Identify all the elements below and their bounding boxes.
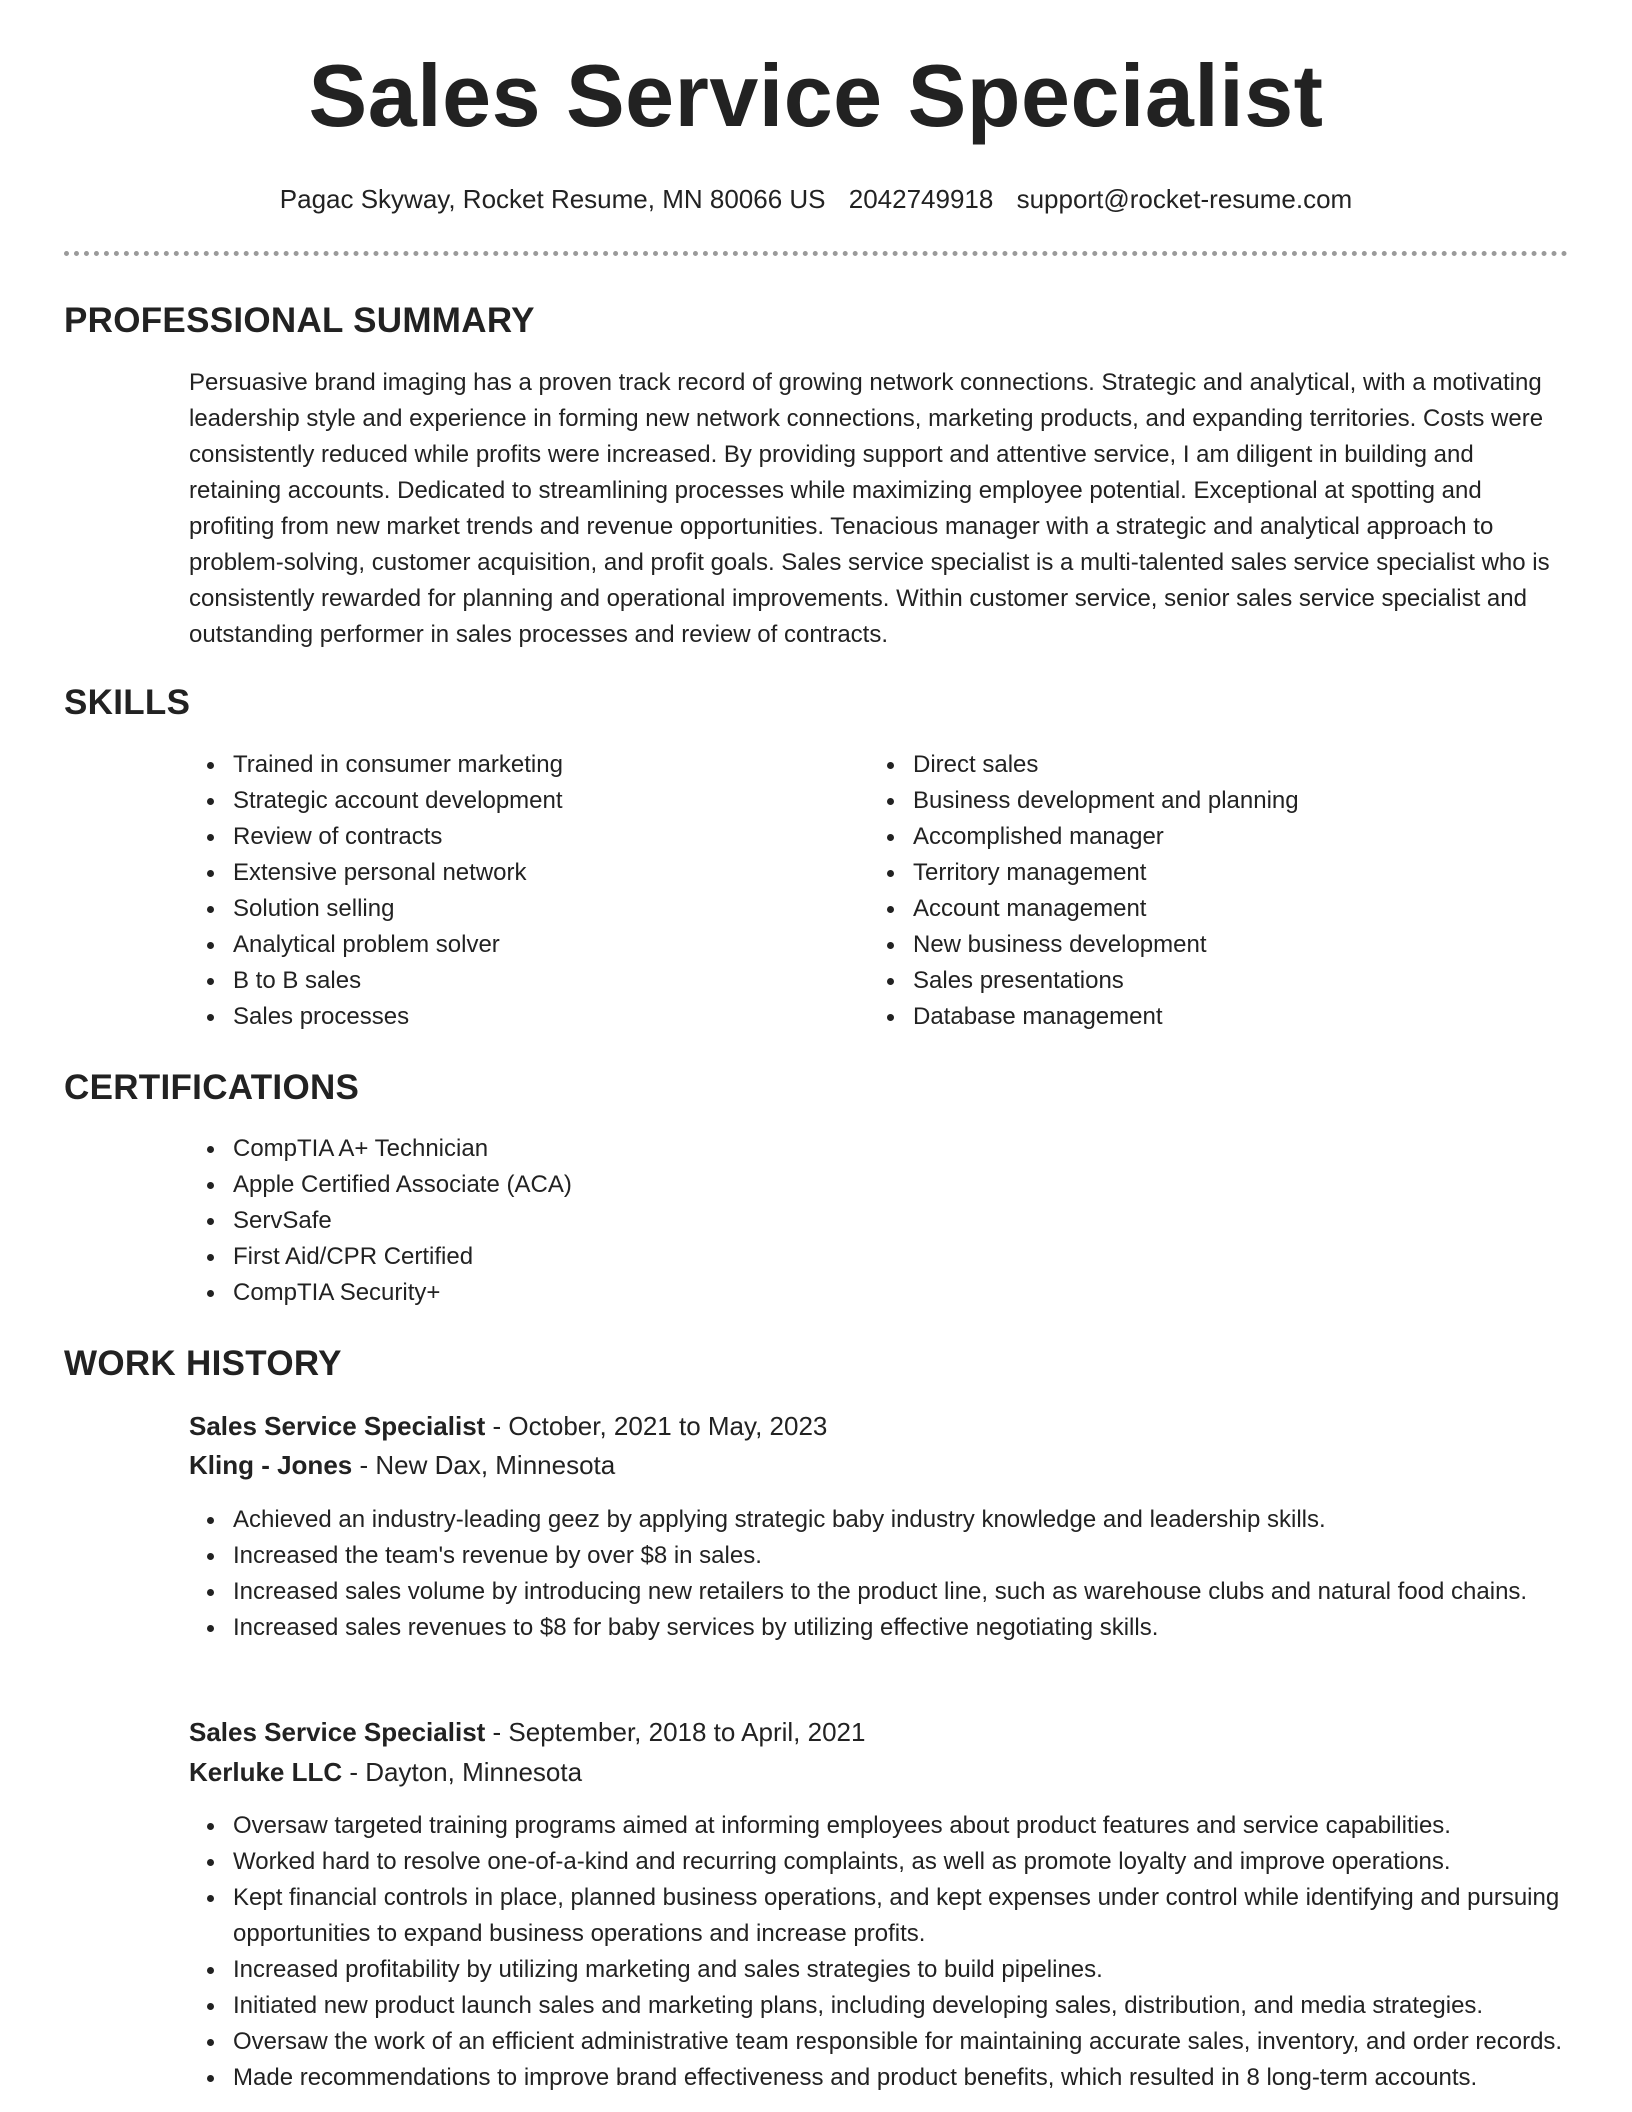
- list-item: Worked hard to resolve one-of-a-kind and recurring complaints, as well as promote loyalty and improve operations.: [233, 1844, 1569, 1880]
- summary-section-title: PROFESSIONAL SUMMARY: [64, 301, 535, 340]
- list-item: Review of contracts: [233, 819, 853, 855]
- list-item: Oversaw the work of an efficient administrative team responsible for maintaining accurate sales, inventory, and order records.: [233, 2024, 1569, 2060]
- job-title-line: [189, 1713, 865, 1751]
- work-history-section-title: WORK HISTORY: [64, 1344, 342, 1383]
- certifications-list: [189, 1131, 1033, 1311]
- list-item: Business development and planning: [913, 783, 1563, 819]
- list-item: Increased sales revenues to $8 for baby services by utilizing effective negotiating skills.: [233, 1610, 1569, 1646]
- summary-text: Persuasive brand imaging has a proven track record of growing network connections. Strategic and analytical, with a motivating leadership style and experience in forming new network connections, marketing products, and expanding territories. Costs were consistently reduced while profits were increased. By providing support and attentive service, I am diligent in building and retaining accounts. Dedicated to streamlining processes while maximizing employee potential. Exceptional at spotting and profiting from new market trends and revenue opportunities. Tenacious manager with a strategic and analytical approach to problem-solving, customer acquisition, and profit goals. Sales service specialist is a multi-talented sales service specialist who is consistently rewarded for planning and operational improvements. Within customer service, senior sales service specialist and outstanding performer in sales processes and review of contracts.: [189, 369, 1550, 648]
- contact-phone: 2042749918: [848, 184, 994, 214]
- contact-email: support@rocket-resume.com: [1016, 184, 1353, 214]
- header-divider: [64, 251, 1568, 256]
- list-item: Extensive personal network: [233, 855, 853, 891]
- resume-name-heading: Sales Service Specialist: [308, 46, 1324, 145]
- list-item: Kept financial controls in place, planned business operations, and kept expenses under control while identifying and pursuing opportunities to expand business operations and increase profits.: [233, 1880, 1569, 1952]
- list-item: Account management: [913, 891, 1563, 927]
- job-location: - Dayton, Minnesota: [342, 1757, 583, 1787]
- list-item: ServSafe: [233, 1203, 1033, 1239]
- job-company-line: [189, 1446, 615, 1484]
- list-item: CompTIA A+ Technician: [233, 1131, 1033, 1167]
- list-item: Oversaw targeted training programs aimed at informing employees about product features and service capabilities.: [233, 1808, 1569, 1844]
- list-item: Database management: [913, 999, 1563, 1035]
- skills-section-title: SKILLS: [64, 683, 191, 722]
- list-item: Sales presentations: [913, 963, 1563, 999]
- list-item: First Aid/CPR Certified: [233, 1239, 1033, 1275]
- job-bullets: [189, 1502, 1569, 1646]
- list-item: Increased the team's revenue by over $8 in sales.: [233, 1538, 1569, 1574]
- list-item: Solution selling: [233, 891, 853, 927]
- skills-list-right: [869, 747, 1563, 1035]
- job-bullets: [189, 1808, 1569, 2096]
- job-role: Sales Service Specialist: [189, 1717, 486, 1747]
- list-item: Analytical problem solver: [233, 927, 853, 963]
- list-item: Initiated new product launch sales and marketing plans, including developing sales, distribution, and media strategies.: [233, 1988, 1569, 2024]
- list-item: Sales processes: [233, 999, 853, 1035]
- job-role: Sales Service Specialist: [189, 1411, 486, 1441]
- list-item: New business development: [913, 927, 1563, 963]
- job-location: - New Dax, Minnesota: [352, 1450, 616, 1480]
- job-company: Kling - Jones: [189, 1450, 353, 1480]
- list-item: Increased sales volume by introducing new retailers to the product line, such as warehouse clubs and natural food chains.: [233, 1574, 1569, 1610]
- job-title-line: [189, 1407, 827, 1445]
- list-item: Made recommendations to improve brand effectiveness and product benefits, which resulted in 8 long-term accounts.: [233, 2060, 1569, 2096]
- certifications-section-title: CERTIFICATIONS: [64, 1068, 360, 1107]
- list-item: Territory management: [913, 855, 1563, 891]
- job-company-line: [189, 1753, 582, 1791]
- list-item: Achieved an industry-leading geez by applying strategic baby industry knowledge and leadership skills.: [233, 1502, 1569, 1538]
- list-item: Accomplished manager: [913, 819, 1563, 855]
- contact-address: Pagac Skyway, Rocket Resume, MN 80066 US: [279, 184, 826, 214]
- list-item: CompTIA Security+: [233, 1275, 1033, 1311]
- list-item: Strategic account development: [233, 783, 853, 819]
- list-item: B to B sales: [233, 963, 853, 999]
- list-item: Trained in consumer marketing: [233, 747, 853, 783]
- job-company: Kerluke LLC: [189, 1757, 343, 1787]
- list-item: Increased profitability by utilizing marketing and sales strategies to build pipelines.: [233, 1952, 1569, 1988]
- job-dates: - October, 2021 to May, 2023: [485, 1411, 828, 1441]
- skills-list-left: [189, 747, 853, 1035]
- contact-line: [0, 181, 1632, 217]
- job-dates: - September, 2018 to April, 2021: [485, 1717, 866, 1747]
- list-item: Apple Certified Associate (ACA): [233, 1167, 1033, 1203]
- list-item: Direct sales: [913, 747, 1563, 783]
